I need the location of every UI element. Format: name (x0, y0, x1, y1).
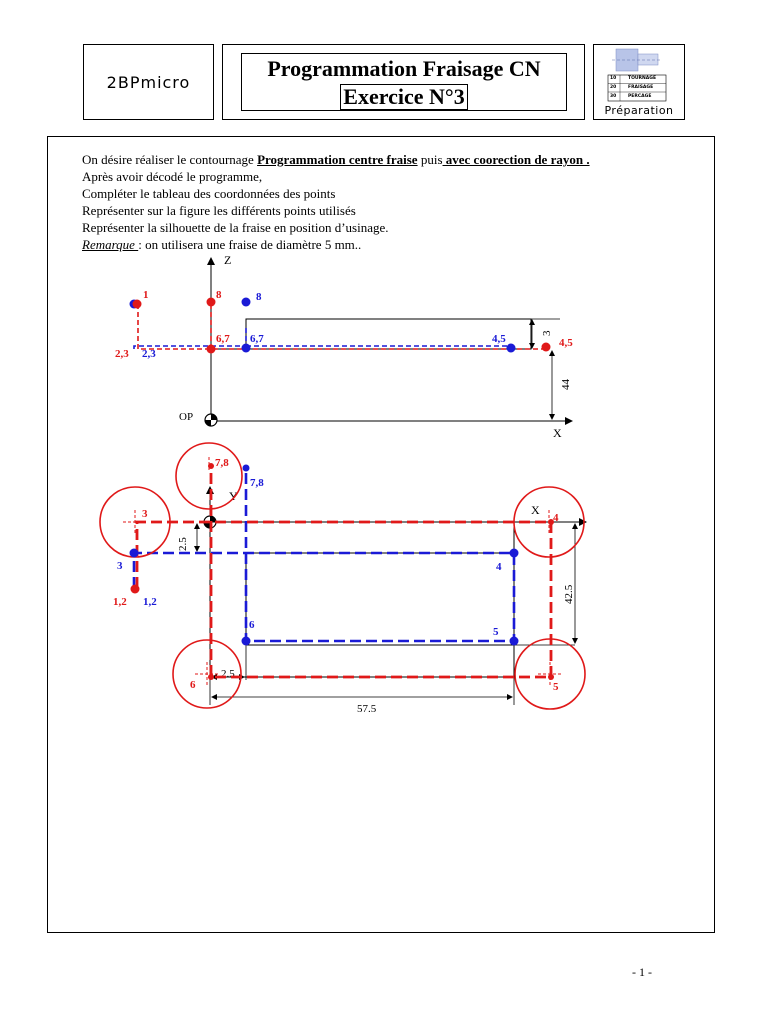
instruction-line-2: Après avoir décodé le programme, (82, 169, 263, 184)
top-point-red-5 (548, 674, 554, 680)
top-label-blue-6: 6 (249, 619, 255, 631)
side-point-blue-8 (242, 298, 251, 307)
origin-symbol (205, 414, 217, 426)
section-label: Préparation (604, 104, 674, 117)
remark-label: Remarque (82, 237, 139, 252)
class-code: 2BPmicro (106, 72, 191, 92)
instruction-line-4: Représenter sur la figure les différents points utilisés (82, 203, 356, 218)
part-outline-pocket (246, 553, 514, 645)
side-label-red-45: 4,5 (559, 337, 573, 349)
side-label-blue-23: 2,3 (142, 348, 156, 360)
top-point-blue-4 (510, 549, 519, 558)
part-outline-outer (210, 522, 514, 677)
logo-label-1: TOURNAGE (628, 76, 657, 81)
side-point-red-8 (207, 298, 216, 307)
side-label-red-23: 2,3 (115, 348, 129, 360)
logo-code-3: 30 (610, 94, 617, 99)
remark-text: : on utilisera une fraise de diamètre 5 mm.. (138, 237, 362, 252)
top-label-red-4: 4 (553, 512, 559, 524)
side-label-red-67: 6,7 (216, 333, 230, 345)
top-point-red-6 (208, 674, 214, 680)
top-label-red-3: 3 (142, 508, 148, 520)
x-axis-label: X (553, 426, 562, 440)
top-label-blue-3: 3 (117, 560, 123, 572)
side-label-blue-67: 6,7 (250, 333, 264, 345)
dim-2-5-v-label: 2.5 (177, 537, 189, 551)
side-label-red-1: 1 (143, 289, 149, 301)
side-point-red-1 (133, 300, 142, 309)
top-label-blue-4: 4 (496, 561, 502, 573)
side-point-red-45 (542, 343, 551, 352)
top-point-blue-6 (242, 637, 251, 646)
dim-44-label: 44 (560, 379, 572, 390)
instruction-text: On désire réaliser le contournage (82, 152, 258, 167)
logo-code-2: 20 (610, 85, 617, 90)
dim-3-label: 3 (541, 330, 553, 336)
top-point-blue-3 (130, 549, 139, 558)
dim-57-5-label: 57.5 (357, 703, 377, 715)
top-label-red-6: 6 (190, 679, 196, 691)
instruction-emphasis: Programmation centre fraise (257, 152, 418, 167)
logo-code-1: 10 (610, 76, 617, 81)
title-line-2: Exercice N°3 (340, 84, 467, 110)
side-view (115, 253, 573, 440)
top-label-red-5: 5 (553, 681, 559, 693)
instruction-line-3: Compléter le tableau des coordonnées des points (82, 186, 336, 201)
z-axis-label: Z (224, 253, 232, 267)
dim-42-5-label: 42.5 (563, 584, 575, 604)
top-label-blue-12: 1,2 (143, 596, 157, 608)
origin-label: OP (179, 411, 194, 423)
top-point-red-12 (131, 585, 140, 594)
top-view (100, 443, 586, 715)
part-profile (246, 319, 531, 349)
top-label-blue-5: 5 (493, 626, 499, 638)
logo-label-3: PERCAGE (628, 94, 652, 99)
instruction-text: puis (417, 152, 443, 167)
instruction-emphasis: avec coorection de rayon . (442, 152, 590, 167)
instruction-line-5: Représenter la silhouette de la fraise en position d’usinage. (82, 220, 389, 235)
blue-toolpath-top (134, 467, 514, 641)
top-point-blue-5 (510, 637, 519, 646)
top-point-blue-78 (243, 465, 250, 472)
top-label-red-78: 7,8 (215, 457, 229, 469)
top-x-axis-label: X (531, 503, 540, 517)
top-label-blue-78: 7,8 (250, 477, 264, 489)
side-label-blue-8: 8 (256, 291, 262, 303)
top-point-red-78 (208, 463, 214, 469)
cutter-circle-78 (176, 443, 242, 509)
logo-label-2: FRAISAGE (628, 85, 654, 90)
dim-2-5-h-label: 2.5 (221, 668, 235, 680)
side-label-red-8: 8 (216, 289, 222, 301)
side-label-blue-45: 4,5 (492, 333, 506, 345)
title-line-1: Programmation Fraisage CN (267, 56, 541, 81)
top-label-red-12: 1,2 (113, 596, 127, 608)
red-toolpath-side (138, 304, 545, 349)
top-y-axis-label: Y (229, 489, 238, 503)
side-point-red-67 (207, 345, 216, 354)
page-number: - 1 - (632, 965, 652, 979)
side-point-blue-45 (507, 344, 516, 353)
